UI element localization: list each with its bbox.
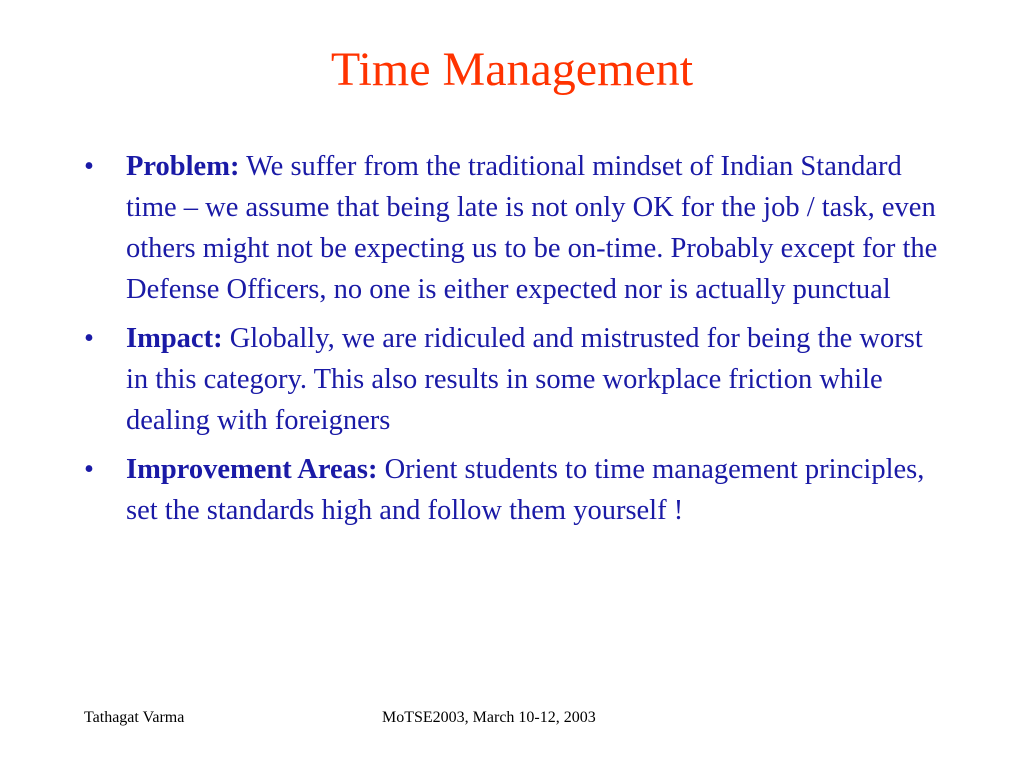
bullet-marker: • <box>84 454 94 485</box>
bullet-marker: • <box>84 151 94 182</box>
slide-title: Time Management <box>330 43 694 96</box>
bullet-text: Globally, we are ridiculed and mistrusted for being the worst in this category. This also results in some workplace friction while dealing with foreigners <box>126 323 923 436</box>
bullet-label: Impact: <box>126 323 223 354</box>
bullet-item-problem <box>84 146 944 310</box>
bullet-list <box>84 146 944 539</box>
bullet-label: Problem: <box>126 151 240 182</box>
footer-author: Tathagat Varma <box>84 709 185 726</box>
bullet-text: We suffer from the traditional mindset of Indian Standard time – we assume that being late is not only OK for the job / task, even others might not be expecting us to be on-time. Probably except for the Defense Officers, no one is either expected nor is actually punctual <box>126 151 938 305</box>
bullet-label: Improvement Areas: <box>126 454 378 485</box>
bullet-text: Orient students to time management principles, set the standards high and follow them yourself ! <box>126 454 925 526</box>
bullet-item-improvement-areas <box>84 449 944 531</box>
footer-event: MoTSE2003, March 10-12, 2003 <box>382 709 596 726</box>
bullet-marker: • <box>84 323 94 354</box>
bullet-item-impact <box>84 318 944 441</box>
